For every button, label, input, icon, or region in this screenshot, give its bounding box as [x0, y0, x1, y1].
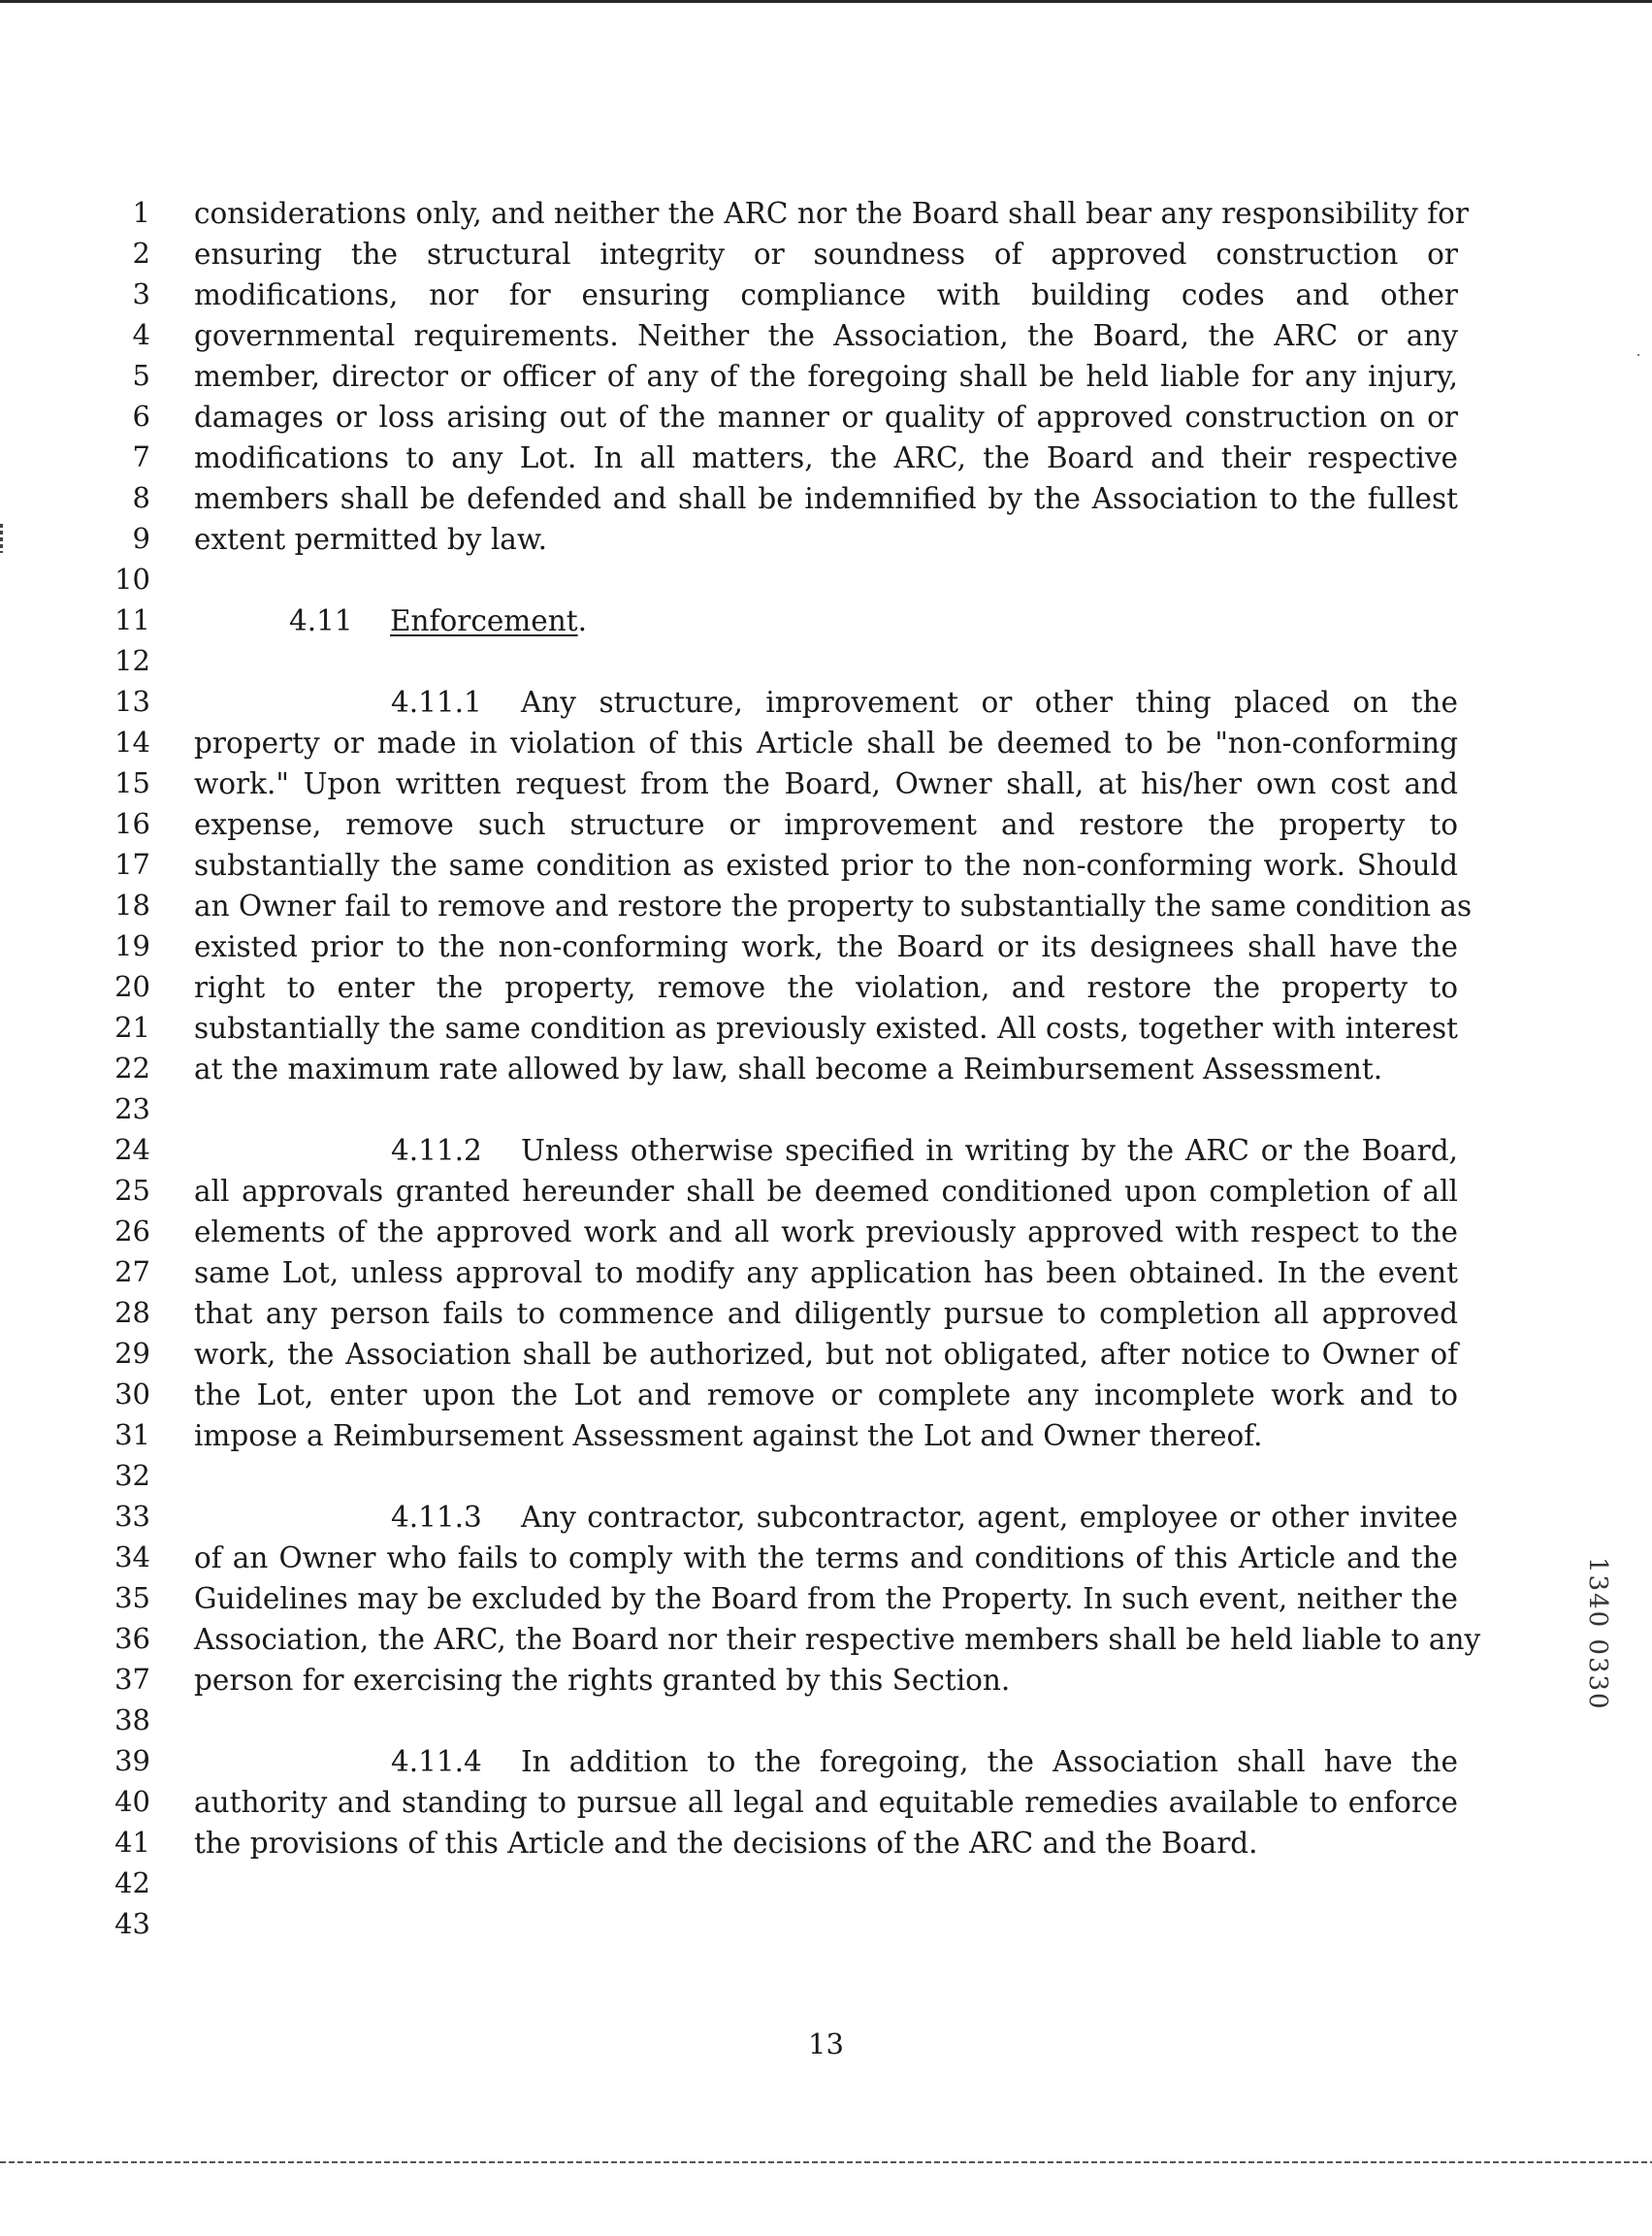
line-number: 25 — [114, 1174, 150, 1207]
text-line: all approvals granted hereunder shall be deemed conditioned upon completion of all — [194, 1175, 1458, 1208]
text-line: member, director or officer of any of the foregoing shall be held liable for any injury, — [194, 360, 1458, 393]
subsection-first-line-text: In addition to the foregoing, the Association shall have the — [521, 1745, 1458, 1778]
scan-margin-marks — [0, 524, 3, 553]
line-number: 32 — [114, 1459, 150, 1492]
text-line: Association, the ARC, the Board nor their respective members shall be held liable to any — [194, 1623, 1481, 1656]
line-number: 27 — [114, 1255, 150, 1288]
text-line: authority and standing to pursue all legal and equitable remedies available to enforce — [194, 1786, 1458, 1819]
line-number: 23 — [114, 1092, 150, 1125]
line-number: 1 — [132, 196, 150, 229]
line-number: 21 — [114, 1011, 150, 1044]
side-stamp — [1579, 1557, 1618, 2236]
line-number: 8 — [132, 481, 150, 514]
text-line: considerations only, and neither the ARC nor the Board shall bear any responsibility for — [194, 197, 1469, 230]
text-line: at the maximum rate allowed by law, shall become a Reimbursement Assessment. — [194, 1053, 1383, 1086]
line-number: 14 — [114, 726, 150, 759]
section-title-period: . — [577, 604, 587, 637]
line-number: 30 — [114, 1377, 150, 1410]
text-line: that any person fails to commence and diligently pursue to completion all approved — [194, 1297, 1458, 1330]
text-line: person for exercising the rights granted by this Section. — [194, 1664, 1011, 1697]
subsection-first-line-text: Unless otherwise specified in writing by the ARC or the Board, — [521, 1134, 1458, 1167]
line-number: 19 — [114, 929, 150, 962]
line-number: 24 — [114, 1133, 150, 1166]
line-number: 13 — [114, 685, 150, 718]
line-number: 15 — [114, 766, 150, 799]
page-number: 13 — [808, 2027, 844, 2060]
section-number: 4.11 — [289, 604, 353, 637]
subsection-number: 4.11.1 — [391, 686, 482, 719]
section-title: Enforcement — [390, 604, 578, 637]
line-number: 16 — [114, 807, 150, 840]
line-number: 38 — [114, 1703, 150, 1736]
text-line: extent permitted by law. — [194, 523, 547, 556]
text-line: the provisions of this Article and the decisions of the ARC and the Board. — [194, 1827, 1258, 1860]
scan-speck — [1637, 354, 1639, 356]
text-line: impose a Reimbursement Assessment against the Lot and Owner thereof. — [194, 1419, 1263, 1452]
subsection-first-line — [391, 686, 1458, 719]
line-number: 18 — [114, 889, 150, 922]
line-number: 10 — [114, 563, 150, 596]
text-line: damages or loss arising out of the manner or quality of approved construction on or — [194, 401, 1458, 434]
subsection-first-line — [391, 1134, 1458, 1167]
text-line: of an Owner who fails to comply with the terms and conditions of this Article and the — [194, 1541, 1458, 1574]
line-number: 29 — [114, 1337, 150, 1370]
text-line: the Lot, enter upon the Lot and remove or complete any incomplete work and to — [194, 1378, 1458, 1411]
line-number: 11 — [114, 603, 150, 636]
text-line: existed prior to the non-conforming work, the Board or its designees shall have the — [194, 930, 1458, 963]
subsection-number: 4.11.2 — [391, 1134, 482, 1167]
line-number: 36 — [114, 1622, 150, 1655]
text-line: same Lot, unless approval to modify any application has been obtained. In the event — [194, 1256, 1458, 1289]
text-line: governmental requirements. Neither the Association, the Board, the ARC or any — [194, 319, 1458, 352]
line-number: 20 — [114, 970, 150, 1003]
subsection-first-line-text: Any structure, improvement or other thing placed on the — [521, 686, 1458, 719]
line-number: 7 — [132, 440, 150, 473]
subsection-first-line — [391, 1745, 1458, 1778]
text-line: modifications to any Lot. In all matters, the ARC, the Board and their respective — [194, 441, 1458, 474]
subsection-number: 4.11.3 — [391, 1501, 482, 1534]
line-number: 34 — [114, 1540, 150, 1573]
text-line: right to enter the property, remove the violation, and restore the property to — [194, 971, 1458, 1004]
line-number: 3 — [132, 277, 150, 310]
text-line: ensuring the structural integrity or soundness of approved construction or — [194, 238, 1458, 271]
line-number: 42 — [114, 1866, 150, 1899]
text-line: an Owner fail to remove and restore the property to substantially the same condition as — [194, 890, 1473, 923]
line-number: 5 — [132, 359, 150, 392]
line-number: 12 — [114, 644, 150, 677]
text-line: members shall be defended and shall be indemnified by the Association to the fullest — [194, 482, 1458, 515]
line-number: 28 — [114, 1296, 150, 1329]
line-number: 33 — [114, 1500, 150, 1533]
text-line: substantially the same condition as existed prior to the non-conforming work. Should — [194, 849, 1458, 882]
line-number: 26 — [114, 1215, 150, 1248]
line-number: 41 — [114, 1826, 150, 1859]
line-number: 22 — [114, 1052, 150, 1085]
text-line: work, the Association shall be authorized, but not obligated, after notice to Owner of — [194, 1338, 1458, 1371]
line-number: 4 — [132, 318, 150, 351]
line-number: 40 — [114, 1785, 150, 1818]
line-number: 37 — [114, 1663, 150, 1696]
page-top-edge — [0, 0, 1652, 3]
subsection-first-line-text: Any contractor, subcontractor, agent, employee or other invitee — [521, 1501, 1458, 1534]
text-line: elements of the approved work and all work previously approved with respect to the — [194, 1215, 1458, 1248]
text-line: substantially the same condition as previously existed. All costs, together with interest — [194, 1012, 1458, 1045]
text-line: property or made in violation of this Article shall be deemed to be "non-conforming — [194, 727, 1458, 760]
text-line: Guidelines may be excluded by the Board from the Property. In such event, neither the — [194, 1582, 1458, 1615]
section-heading — [289, 604, 587, 637]
line-number: 35 — [114, 1581, 150, 1614]
text-line: modifications, nor for ensuring compliance with building codes and other — [194, 278, 1458, 311]
line-number: 43 — [114, 1907, 150, 1940]
page-bottom-edge — [0, 2161, 1652, 2163]
line-number: 6 — [132, 400, 150, 433]
line-number: 31 — [114, 1418, 150, 1451]
text-line: expense, remove such structure or improvement and restore the property to — [194, 808, 1458, 841]
subsection-number: 4.11.4 — [391, 1745, 482, 1778]
text-line: work." Upon written request from the Board, Owner shall, at his/her own cost and — [194, 767, 1458, 800]
line-number: 17 — [114, 848, 150, 881]
subsection-first-line — [391, 1501, 1458, 1534]
line-number: 39 — [114, 1744, 150, 1777]
side-stamp-text: 1340 0330 — [1583, 1557, 1612, 1711]
line-number: 2 — [132, 237, 150, 270]
line-number: 9 — [132, 522, 150, 555]
